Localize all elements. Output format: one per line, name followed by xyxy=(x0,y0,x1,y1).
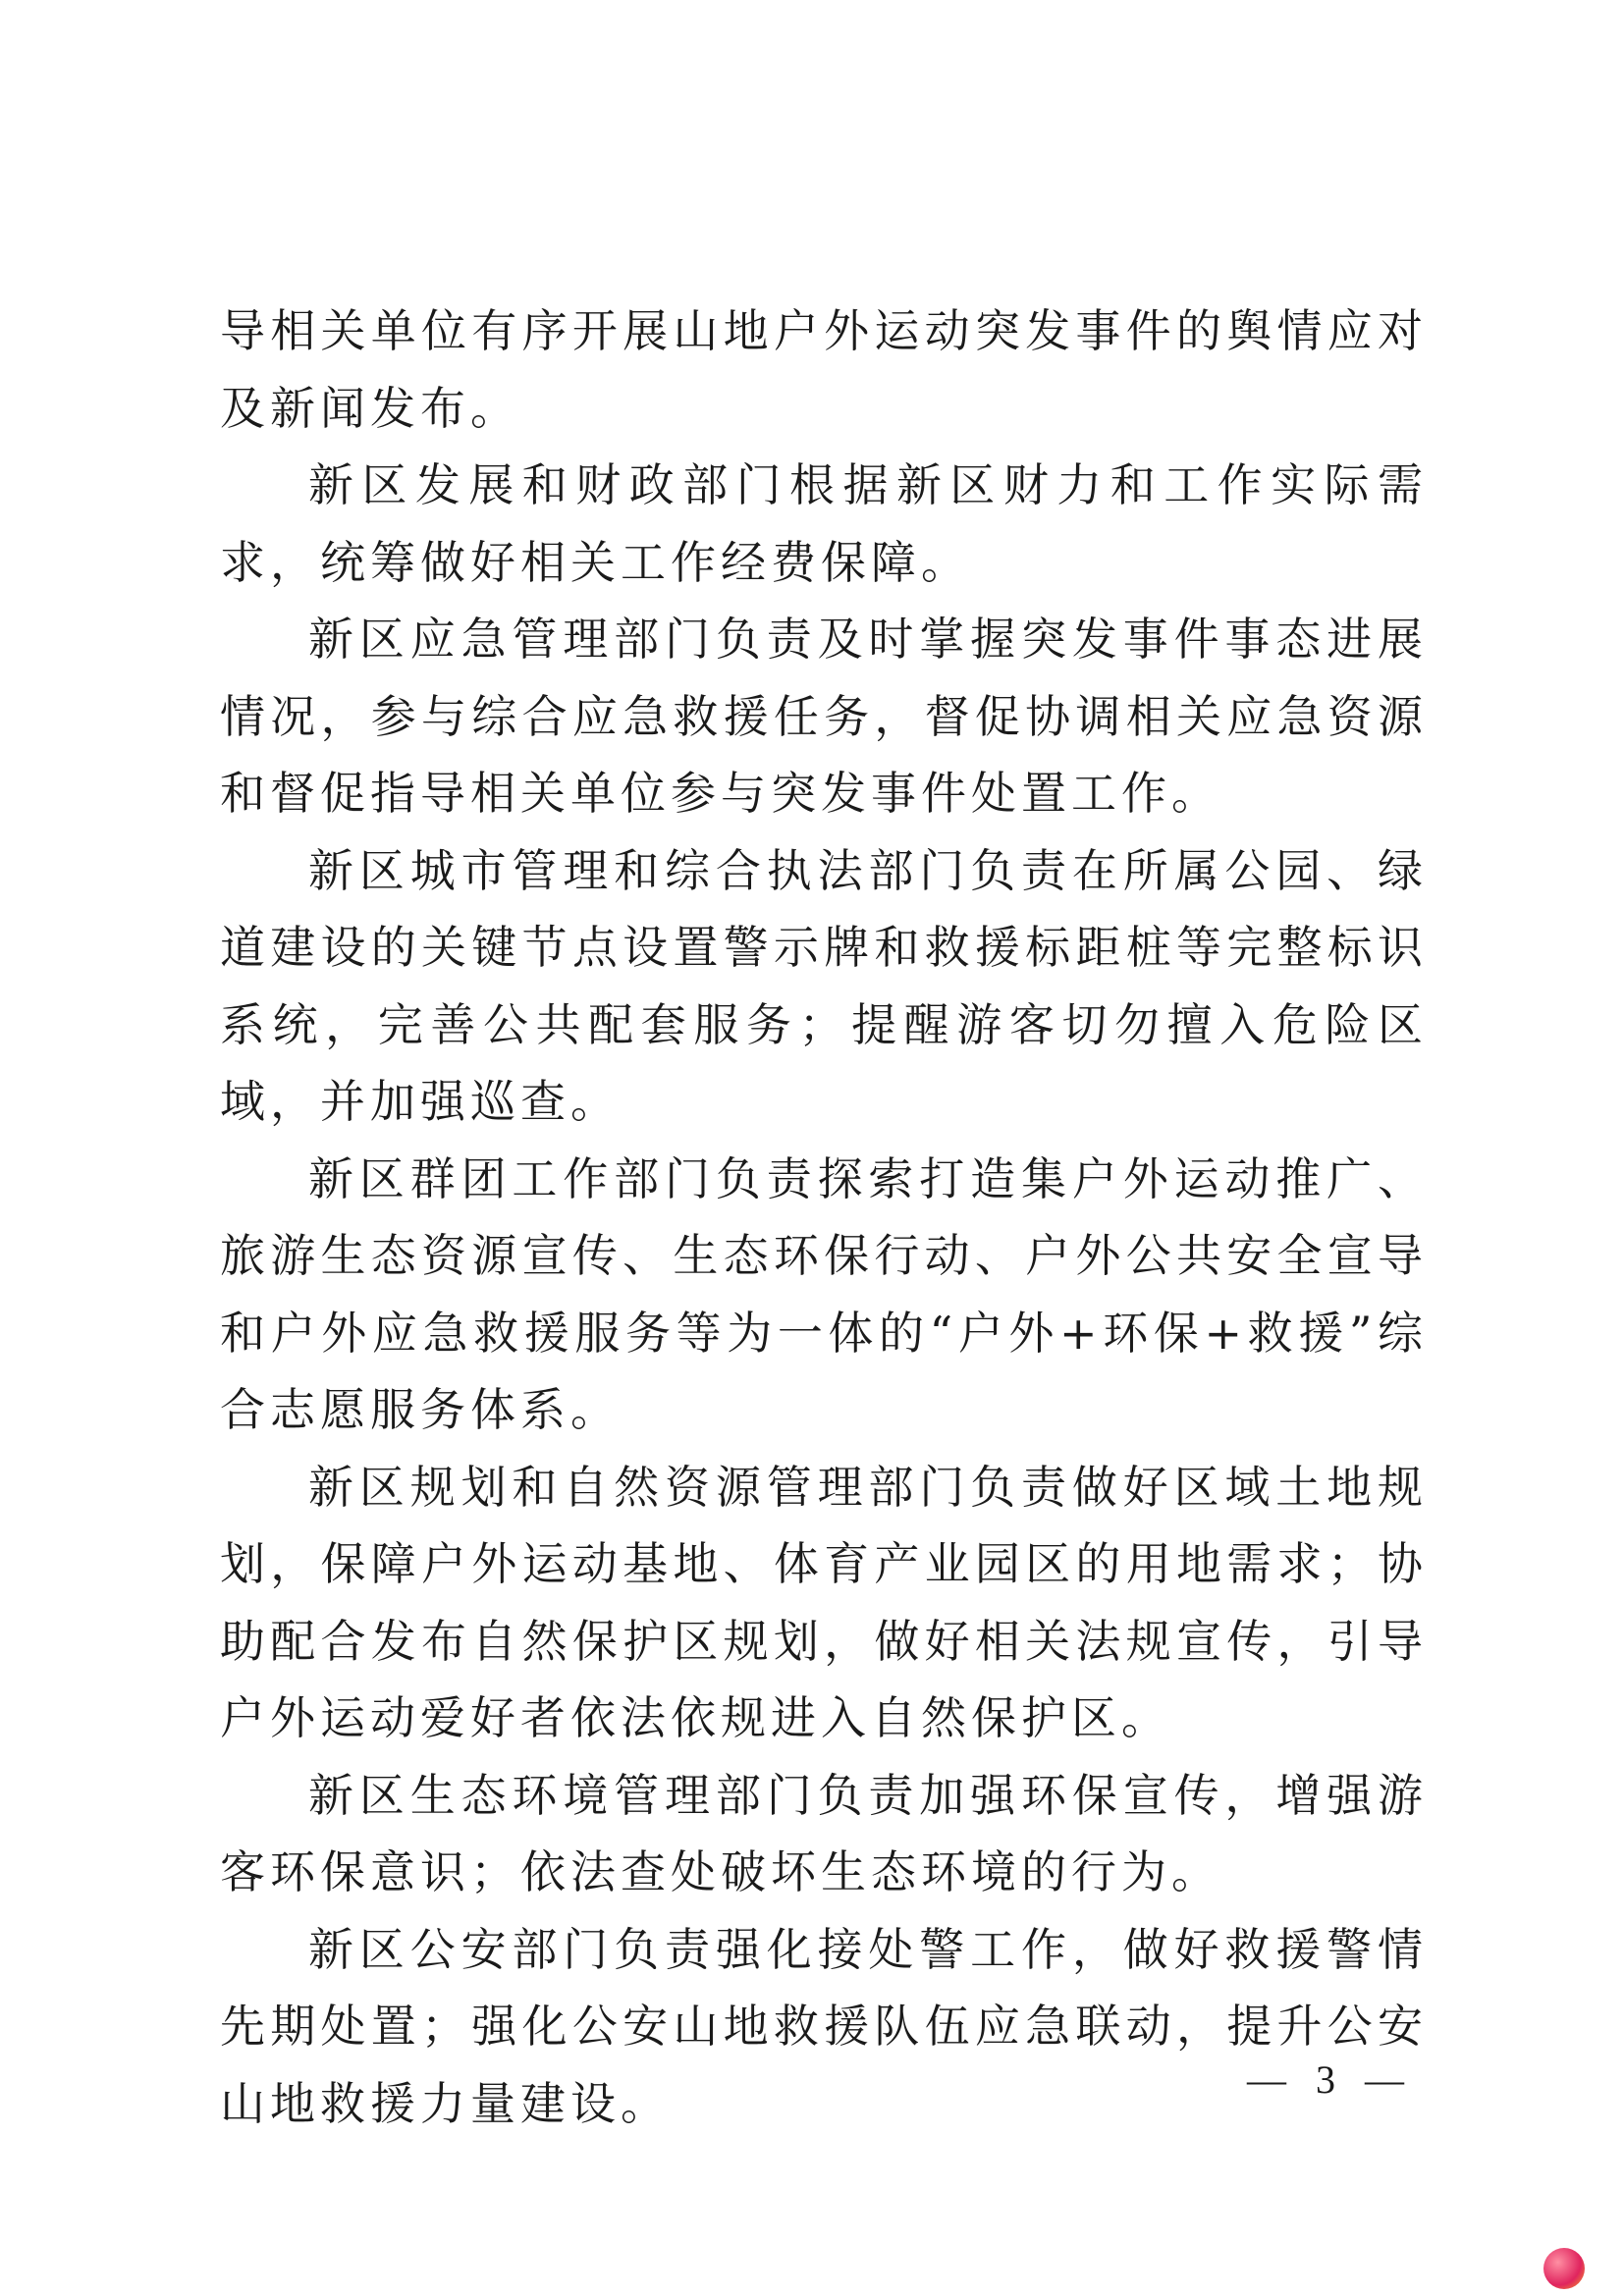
document-body xyxy=(220,293,1428,2142)
paragraph-3: 新区应急管理部门负责及时掌握突发事件事态进展情况，参与综合应急救援任务，督促协调相关应急资源和督促指导相关单位参与突发事件处置工作。 xyxy=(220,613,1428,820)
paragraph-8: 新区公安部门负责强化接处警工作，做好救援警情先期处置；强化公安山地救援队伍应急联动，提升公安山地救援力量建设。 xyxy=(220,1922,1428,2130)
page-number: — 3 — xyxy=(1247,2057,1414,2102)
paragraph-1: 导相关单位有序开展山地户外运动突发事件的舆情应对及新闻发布。 xyxy=(220,304,1428,435)
paragraph-5: 新区群团工作部门负责探索打造集户外运动推广、旅游生态资源宣传、生态环保行动、户外公共安全宣导和户外应急救援服务等为一体的“户外+环保+救援”综合志愿服务体系。 xyxy=(220,1151,1428,1436)
paragraph-4: 新区城市管理和综合执法部门负责在所属公园、绿道建设的关键节点设置警示牌和救援标距桩等完整标识系统，完善公共配套服务；提醒游客切勿擅入危险区域，并加强巡查。 xyxy=(220,843,1428,1128)
watermark-logo-icon xyxy=(1543,2248,1585,2289)
paragraph-6: 新区规划和自然资源管理部门负责做好区域土地规划，保障户外运动基地、体育产业园区的用地需求；协助配合发布自然保护区规划，做好相关法规宣传，引导户外运动爱好者依法依规进入自然保护区。 xyxy=(220,1460,1428,1744)
paragraph-2: 新区发展和财政部门根据新区财力和工作实际需求，统筹做好相关工作经费保障。 xyxy=(220,458,1428,589)
paragraph-7: 新区生态环境管理部门负责加强环保宣传，增强游客环保意识；依法查处破坏生态环境的行为。 xyxy=(220,1768,1428,1898)
